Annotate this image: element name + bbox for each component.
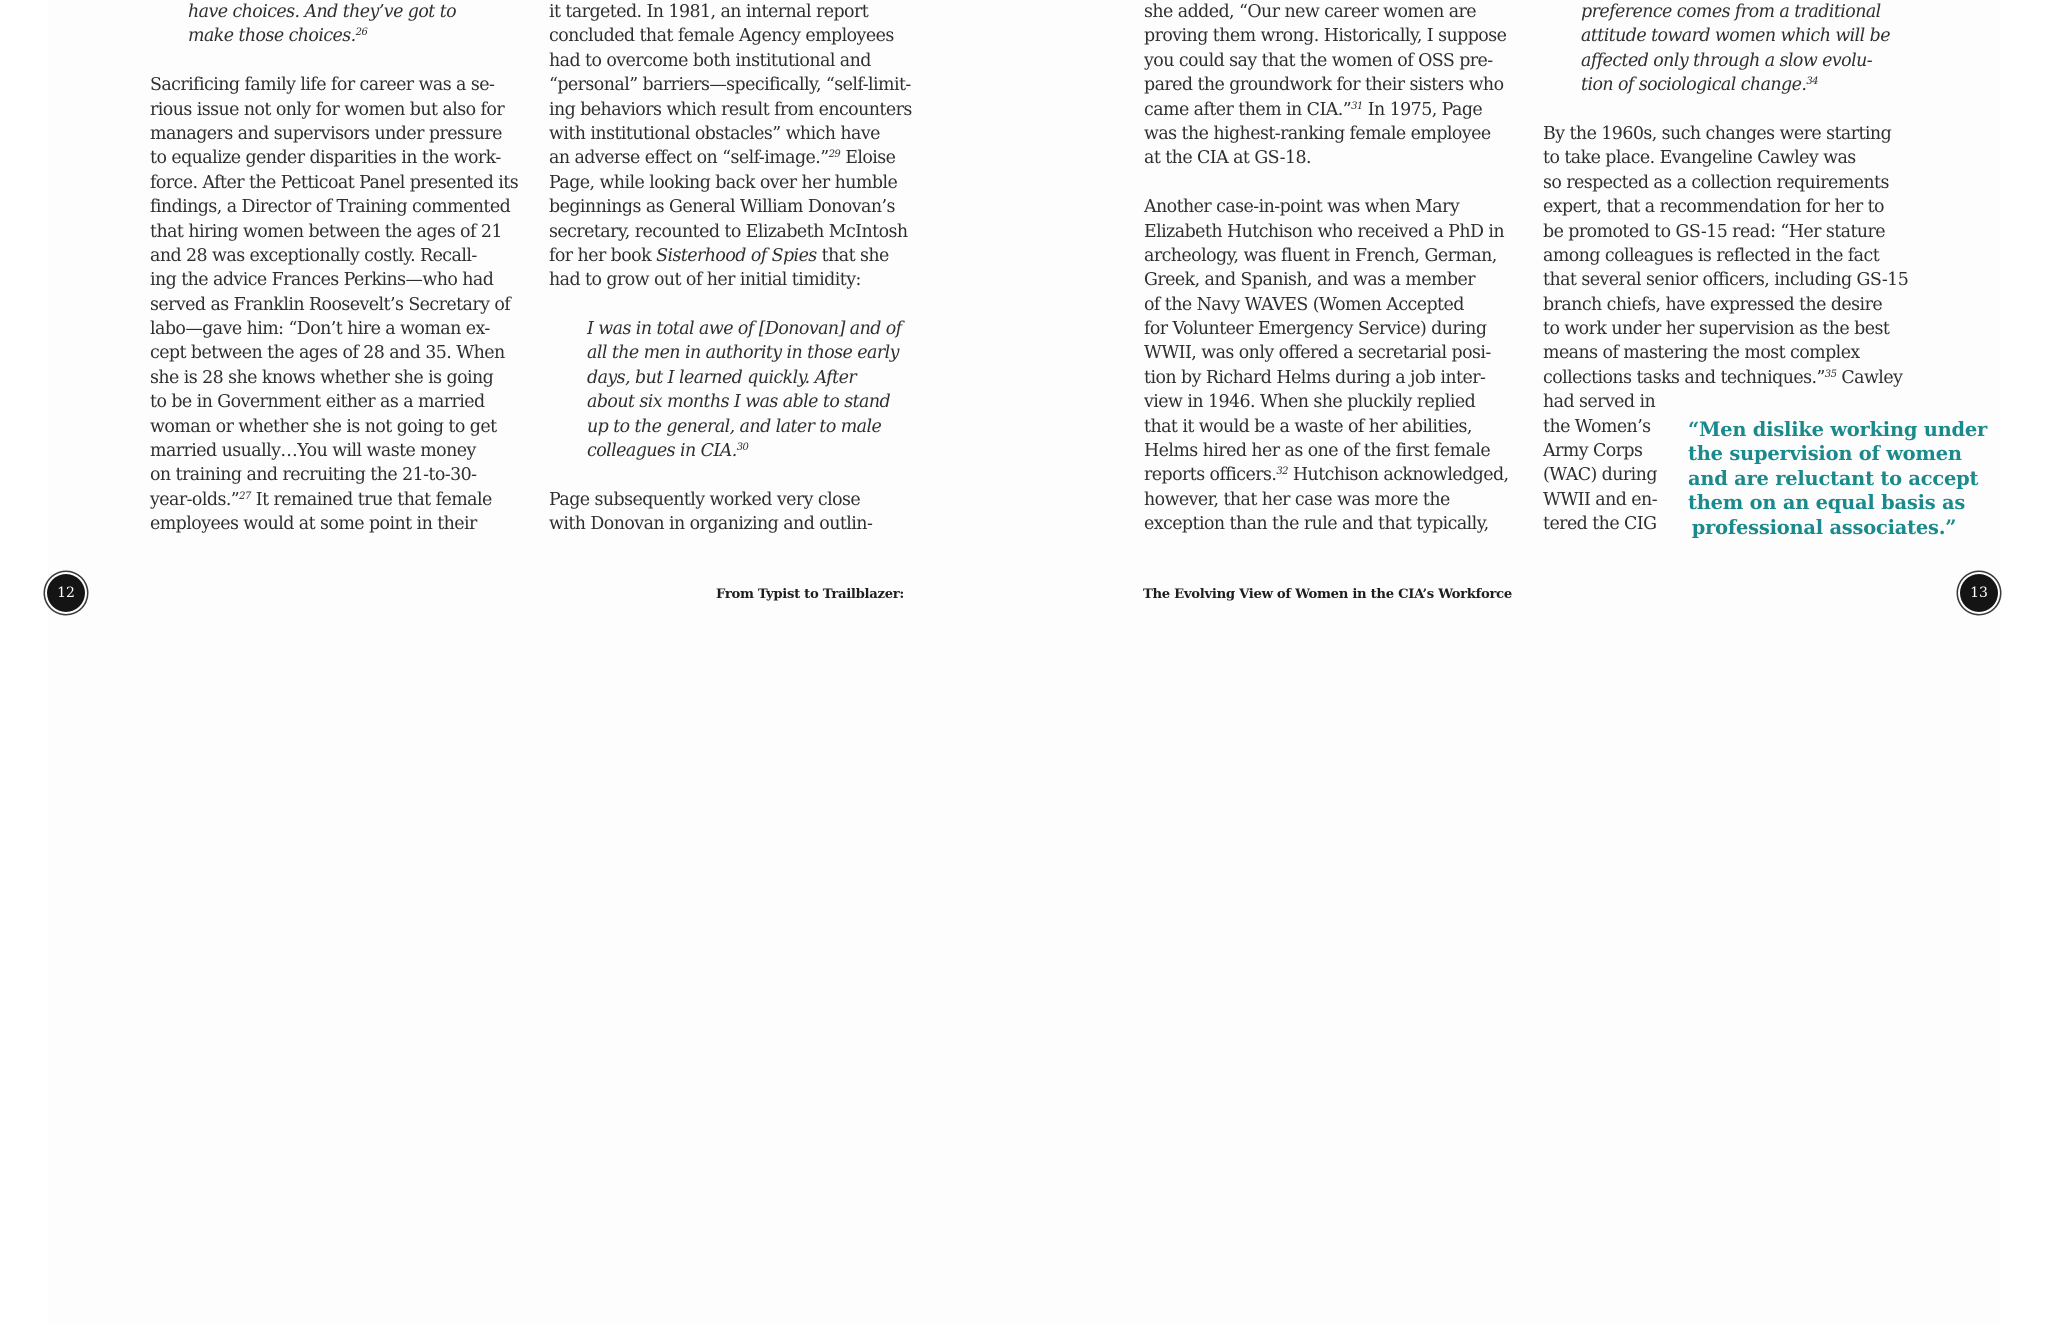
text-line <box>150 73 518 97</box>
line-text: to work under her supervision as the best <box>1543 319 1890 340</box>
line-text: days, but I learned quickly. After <box>587 367 857 388</box>
text-line <box>549 122 912 146</box>
text-line <box>150 366 518 390</box>
text-line <box>1543 244 1908 268</box>
text-line <box>150 488 518 512</box>
line-text: archeology, was fluent in French, German, <box>1144 245 1497 266</box>
paragraph-gap <box>1543 98 1908 122</box>
line-text: branch chiefs, have expressed the desire <box>1543 294 1883 315</box>
running-head-right: The Evolving View of Women in the CIA’s Workforce <box>1143 587 1512 602</box>
line-text-continued: Eloise <box>840 148 896 169</box>
paragraph-gap <box>549 463 912 487</box>
pull-quote-line: “Men dislike working under <box>1688 418 1988 441</box>
text-line <box>549 146 912 170</box>
line-text: collections tasks and techniques.” <box>1543 367 1825 388</box>
line-text: and 28 was exceptionally costly. Recall- <box>150 245 477 266</box>
line-text: By the 1960s, such changes were starting <box>1543 123 1892 144</box>
text-line <box>549 220 912 244</box>
text-line <box>1543 122 1908 146</box>
line-text-continued: Hutchison acknowledged, <box>1287 465 1509 486</box>
text-line <box>549 0 912 24</box>
line-text: you could say that the women of OSS pre- <box>1144 50 1493 71</box>
text-line <box>1543 317 1908 341</box>
left-page-column-1 <box>150 0 518 537</box>
line-text: married usually…You will waste money <box>150 441 476 462</box>
text-line <box>150 122 518 146</box>
line-text: view in 1946. When she pluckily replied <box>1144 392 1476 413</box>
line-text: she added, “Our new career women are <box>1144 2 1477 22</box>
text-line <box>1543 195 1908 219</box>
pull-quote-line: and are reluctant to accept <box>1688 466 1979 490</box>
line-text: among colleagues is reflected in the fact <box>1543 245 1880 266</box>
line-text: means of mastering the most complex <box>1543 343 1860 364</box>
footnote-ref[interactable]: 34 <box>1806 76 1818 88</box>
line-text: Another case-in-point was when Mary <box>1144 197 1460 218</box>
line-text: force. After the Petticoat Panel presented its <box>150 172 519 193</box>
line-text: tion of sociological change. <box>1581 75 1807 96</box>
text-line <box>1144 512 1509 536</box>
line-text: tered the CIG <box>1543 514 1657 535</box>
line-text: preference comes from a traditional <box>1581 2 1881 22</box>
block-quote-line <box>549 390 912 414</box>
line-text: rious issue not only for women but also for <box>150 99 505 120</box>
line-text: proving them wrong. Historically, I suppose <box>1144 26 1507 47</box>
text-line <box>150 317 518 341</box>
line-text: I was in total awe of [Donovan] and of <box>587 319 902 340</box>
line-text: exception than the rule and that typically, <box>1144 514 1489 535</box>
line-text: attitude toward women which will be <box>1581 26 1890 47</box>
line-text: Elizabeth Hutchison who received a PhD in <box>1144 221 1505 242</box>
line-text: that it would be a waste of her abilities, <box>1144 416 1472 437</box>
text-line <box>150 244 518 268</box>
block-quote-line <box>150 24 518 48</box>
text-line <box>150 146 518 170</box>
footnote-ref[interactable]: 26 <box>355 27 368 39</box>
line-text: had served in <box>1543 392 1656 413</box>
pull-quote-line: the supervision of women <box>1688 442 1962 466</box>
block-quote-line <box>549 439 912 463</box>
line-text: about six months I was able to stand <box>587 392 891 413</box>
text-line <box>1144 366 1509 390</box>
pull-quote-line: them on an equal basis as <box>1688 491 1966 515</box>
text-line <box>1543 171 1908 195</box>
line-text: came after them in CIA.” <box>1144 99 1352 120</box>
line-text: to take place. Evangeline Cawley was <box>1543 148 1856 169</box>
text-line <box>1144 122 1509 146</box>
line-text: ing behaviors which result from encounters <box>549 99 912 120</box>
line-text: it targeted. In 1981, an internal report <box>549 2 869 22</box>
line-text: reports officers. <box>1144 465 1277 486</box>
text-line <box>1144 146 1509 170</box>
line-text: however, that her case was more the <box>1144 489 1450 510</box>
text-line <box>1144 463 1509 487</box>
line-text: labo—gave him: “Don’t hire a woman ex- <box>150 319 490 340</box>
text-line <box>150 268 518 292</box>
block-quote-line <box>150 0 518 24</box>
text-line <box>1144 195 1509 219</box>
line-text: for Volunteer Emergency Service) during <box>1144 319 1487 340</box>
line-text: with Donovan in organizing and outlin- <box>549 514 873 535</box>
text-line <box>1144 390 1509 414</box>
line-text: had to grow out of her initial timidity: <box>549 270 861 291</box>
line-text: ing the advice Frances Perkins—who had <box>150 270 494 291</box>
text-line <box>1144 98 1509 122</box>
text-line <box>1543 390 1908 414</box>
line-text: WWII, was only offered a secretarial posi- <box>1144 343 1491 364</box>
text-line <box>150 171 518 195</box>
block-quote-line <box>1543 0 1908 24</box>
text-line <box>1543 341 1908 365</box>
line-text: tion by Richard Helms during a job inter- <box>1144 367 1486 388</box>
line-text: Army Corps <box>1543 441 1643 462</box>
line-text: to equalize gender disparities in the work- <box>150 148 501 169</box>
block-quote-line <box>1543 49 1908 73</box>
text-line <box>150 220 518 244</box>
line-text: had to overcome both institutional and <box>549 50 871 71</box>
footnote-ref[interactable]: 32 <box>1276 466 1288 478</box>
text-line <box>150 415 518 439</box>
line-text: managers and supervisors under pressure <box>150 123 502 144</box>
line-text: with institutional obstacles” which have <box>549 123 880 144</box>
text-line <box>1144 488 1509 512</box>
line-text: make those choices. <box>188 26 356 47</box>
line-text: have choices. And they’ve got to <box>188 2 457 22</box>
text-line <box>1543 268 1908 292</box>
paragraph-gap <box>1144 171 1509 195</box>
line-text: all the men in authority in those early <box>587 343 899 364</box>
page-number-right: 13 <box>1960 574 1998 612</box>
block-quote-line <box>1543 24 1908 48</box>
text-line <box>150 512 518 536</box>
line-text-continued: that she <box>816 245 889 266</box>
paragraph-gap <box>549 293 912 317</box>
line-text: pared the groundwork for their sisters who <box>1144 75 1504 96</box>
running-head-left: From Typist to Trailblazer: <box>716 587 904 602</box>
line-text: be promoted to GS-15 read: “Her stature <box>1543 221 1886 242</box>
line-text: cept between the ages of 28 and 35. When <box>150 343 505 364</box>
line-text-continued: It remained true that female <box>250 489 492 510</box>
footnote-ref[interactable]: 31 <box>1351 100 1363 112</box>
footnote-ref[interactable]: 27 <box>239 490 251 502</box>
text-line <box>150 195 518 219</box>
text-line <box>1144 341 1509 365</box>
text-line <box>549 195 912 219</box>
line-text: up to the general, and later to male <box>587 416 882 437</box>
block-quote-line <box>1543 73 1908 97</box>
text-line <box>1144 24 1509 48</box>
text-line <box>1144 73 1509 97</box>
text-line <box>549 512 912 536</box>
line-text: woman or whether she is not going to get <box>150 416 497 437</box>
line-text: was the highest-ranking female employee <box>1144 123 1491 144</box>
line-text: concluded that female Agency employees <box>549 26 894 47</box>
line-text-continued: Cawley <box>1836 367 1903 388</box>
line-text: of the Navy WAVES (Women Accepted <box>1144 294 1464 315</box>
text-line <box>150 98 518 122</box>
line-text: year-olds.” <box>150 489 240 510</box>
line-text: to be in Government either as a married <box>150 392 485 413</box>
text-line <box>1144 0 1509 24</box>
line-text: findings, a Director of Training commented <box>150 197 511 218</box>
text-line <box>549 24 912 48</box>
pull-quote-line: professional associates.” <box>1691 515 1957 539</box>
line-text: on training and recruiting the 21-to-30- <box>150 465 477 486</box>
text-line <box>549 98 912 122</box>
line-text: that several senior officers, including GS-15 <box>1543 270 1909 291</box>
line-text: (WAC) during <box>1543 465 1657 486</box>
text-line <box>549 244 912 268</box>
text-line <box>1543 220 1908 244</box>
text-line <box>1144 244 1509 268</box>
text-line <box>549 73 912 97</box>
line-text: so respected as a collection requirements <box>1543 172 1889 193</box>
pull-quote <box>1688 418 1988 540</box>
block-quote-line <box>549 317 912 341</box>
line-text: served as Franklin Roosevelt’s Secretary of <box>150 294 511 315</box>
line-text-continued: In 1975, Page <box>1362 99 1483 120</box>
text-line <box>1144 293 1509 317</box>
text-line <box>1144 268 1509 292</box>
line-text: WWII and en- <box>1543 489 1658 510</box>
line-text: “personal” barriers—specifically, “self-limit- <box>549 75 911 96</box>
right-page-column-1 <box>1144 0 1509 537</box>
line-text: at the CIA at GS-18. <box>1144 148 1312 169</box>
line-text: Page, while looking back over her humble <box>549 172 898 193</box>
book-title: Sisterhood of Spies <box>656 245 817 266</box>
line-text: beginnings as General William Donovan’s <box>549 197 895 218</box>
footnote-ref[interactable]: 29 <box>828 149 841 161</box>
line-text: Helms hired her as one of the first female <box>1144 441 1491 462</box>
line-text: Page subsequently worked very close <box>549 489 861 510</box>
line-text: Greek, and Spanish, and was a member <box>1144 270 1476 291</box>
footnote-ref[interactable]: 30 <box>736 442 749 454</box>
line-text: Sacrificing family life for career was a se- <box>150 75 495 96</box>
left-page-column-2 <box>549 0 912 537</box>
text-line <box>549 49 912 73</box>
line-text: expert, that a recommendation for her to <box>1543 197 1884 218</box>
text-line <box>150 341 518 365</box>
line-text: she is 28 she knows whether she is going <box>150 367 494 388</box>
text-line <box>549 268 912 292</box>
paragraph-gap <box>150 49 518 73</box>
line-text: that hiring women between the ages of 21 <box>150 221 502 242</box>
line-text: secretary, recounted to Elizabeth McIntosh <box>549 221 908 242</box>
text-line <box>1144 439 1509 463</box>
text-line <box>549 488 912 512</box>
text-line <box>549 171 912 195</box>
text-line <box>1144 317 1509 341</box>
block-quote-line <box>549 366 912 390</box>
text-line <box>1144 415 1509 439</box>
line-text: employees would at some point in their <box>150 514 477 535</box>
text-line <box>150 439 518 463</box>
text-line <box>1543 366 1908 390</box>
footnote-ref[interactable]: 35 <box>1824 368 1837 380</box>
block-quote-line <box>549 341 912 365</box>
block-quote-line <box>549 415 912 439</box>
text-line <box>1543 146 1908 170</box>
text-line <box>150 463 518 487</box>
text-line <box>1144 49 1509 73</box>
text-line <box>1543 293 1908 317</box>
line-text: an adverse effect on “self-image.” <box>549 148 829 169</box>
page-number-left: 12 <box>47 574 85 612</box>
text-line <box>150 390 518 414</box>
text-line <box>150 293 518 317</box>
line-text: colleagues in CIA. <box>587 441 737 462</box>
line-text: for her book <box>549 245 657 266</box>
line-text: affected only through a slow evolu- <box>1581 50 1873 71</box>
line-text: the Women’s <box>1543 416 1651 437</box>
text-line <box>1144 220 1509 244</box>
